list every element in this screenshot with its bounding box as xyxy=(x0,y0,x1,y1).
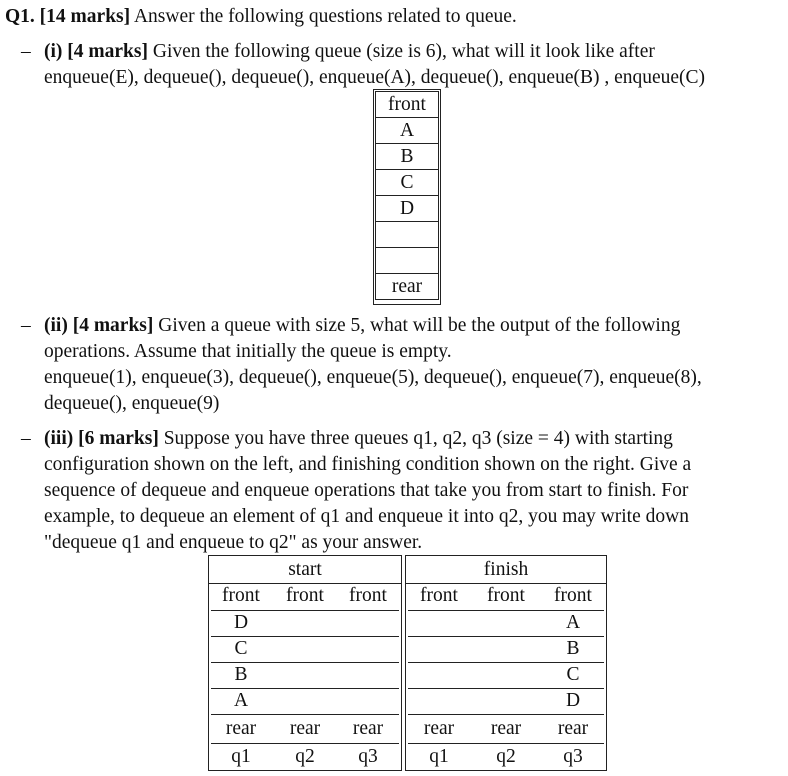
part-ii-dash: – xyxy=(21,315,31,336)
start-name-q3: q3 xyxy=(358,746,378,767)
part-i-dash: – xyxy=(21,41,31,62)
queue-i-slot: C xyxy=(376,170,439,196)
question-number: Q1. xyxy=(5,6,35,27)
part-ii-label: (ii) [4 marks] xyxy=(44,315,154,336)
part-iii-line4: example, to dequeue an element of q1 and enqueue it into q2, you may write down xyxy=(44,506,689,527)
question-marks: [14 marks] xyxy=(39,6,131,27)
start-rear-q2: rear xyxy=(289,718,321,739)
finish-q3-item: B xyxy=(566,638,580,659)
finish-rear-q3: rear xyxy=(557,718,589,739)
finish-front-q2: front xyxy=(487,585,525,606)
queue-i-slot xyxy=(376,222,439,248)
question-heading xyxy=(5,4,517,30)
queue-i-rear: rear xyxy=(376,274,439,300)
start-name-q1: q1 xyxy=(231,746,251,767)
divider xyxy=(408,714,604,715)
start-front-q3: front xyxy=(349,585,387,606)
queue-i-slot: D xyxy=(376,196,439,222)
finish-rear-q2: rear xyxy=(490,718,522,739)
finish-name-q3: q3 xyxy=(563,746,583,767)
queue-i-table xyxy=(375,91,439,300)
start-rear-q1: rear xyxy=(225,718,257,739)
part-ii-line2: operations. Assume that initially the queue is empty. xyxy=(44,341,452,362)
finish-title: finish xyxy=(406,556,606,584)
part-iii-line2: configuration shown on the left, and finishing condition shown on the right. Give a xyxy=(44,454,692,475)
finish-q3-item: C xyxy=(566,664,580,685)
start-q1-item: C xyxy=(234,638,248,659)
queue-i-slot xyxy=(376,248,439,274)
start-q1-item: B xyxy=(234,664,248,685)
start-front-q1: front xyxy=(222,585,260,606)
part-i-label: (i) [4 marks] xyxy=(44,41,148,62)
start-title: start xyxy=(209,556,401,584)
queue-i-front: front xyxy=(376,92,439,118)
part-i-line2: enqueue(E), dequeue(), dequeue(), enqueue(A), dequeue(), enqueue(B) , enqueue(C) xyxy=(44,67,706,88)
start-q1-item: D xyxy=(233,612,249,633)
finish-rear-q1: rear xyxy=(423,718,455,739)
finish-front-q3: front xyxy=(554,585,592,606)
start-table xyxy=(208,555,402,771)
part-iii-line3: sequence of dequeue and enqueue operations that take you from start to finish. For xyxy=(44,480,689,501)
start-front-q2: front xyxy=(286,585,324,606)
part-iii-dash: – xyxy=(21,428,31,449)
divider xyxy=(211,714,399,715)
part-iii-line1: (iii) [6 marks] Suppose you have three queues q1, q2, q3 (size = 4) with starting xyxy=(44,428,673,449)
part-ii-line1: (ii) [4 marks] Given a queue with size 5, what will be the output of the following xyxy=(44,315,681,336)
start-q1-item: A xyxy=(233,690,249,711)
part-iii-label: (iii) [6 marks] xyxy=(44,428,159,449)
finish-name-q1: q1 xyxy=(429,746,449,767)
part-ii-line4: dequeue(), enqueue(9) xyxy=(44,393,220,414)
queue-i-slot: A xyxy=(376,118,439,144)
start-rear-q3: rear xyxy=(352,718,384,739)
part-i-line1: (i) [4 marks] Given the following queue (size is 6), what will it look like after xyxy=(44,41,655,62)
finish-name-q2: q2 xyxy=(496,746,516,767)
part-iii-line5: "dequeue q1 and enqueue to q2" as your answer. xyxy=(44,532,423,553)
finish-table xyxy=(405,555,607,771)
part-ii-line3: enqueue(1), enqueue(3), dequeue(), enqueue(5), dequeue(), enqueue(7), enqueue(8), xyxy=(44,367,702,388)
finish-front-q1: front xyxy=(420,585,458,606)
finish-q3-item: A xyxy=(565,612,581,633)
queue-i-slot: B xyxy=(376,144,439,170)
finish-q3-item: D xyxy=(565,690,581,711)
question-text: Answer the following questions related to queue. xyxy=(133,6,517,27)
start-name-q2: q2 xyxy=(295,746,315,767)
